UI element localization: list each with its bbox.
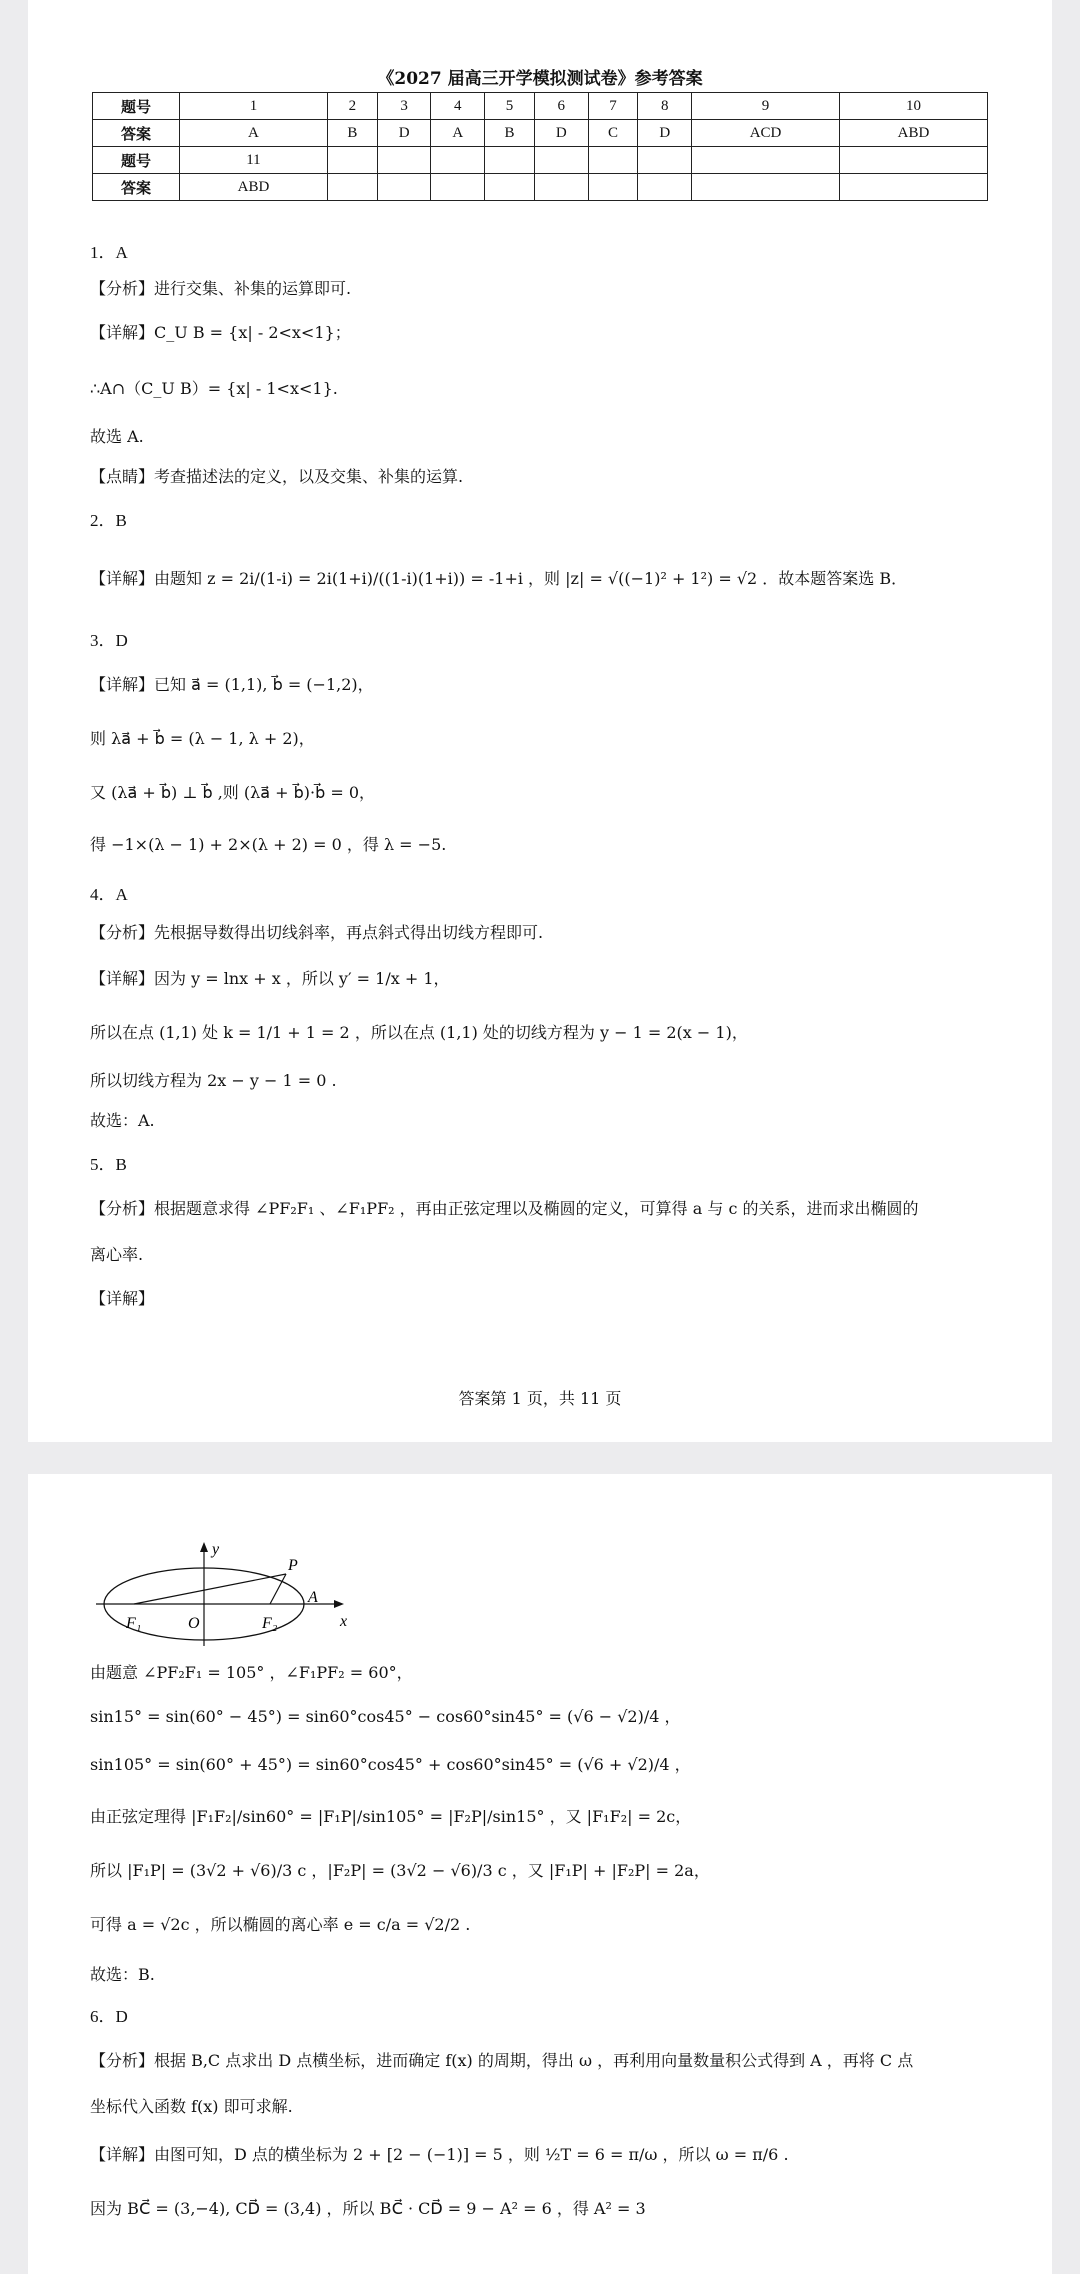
answer-table [92,92,988,201]
table-row [93,93,988,120]
q1-detail-2: ∴A∩（C_U B）= {x| - 1<x<1}. [90,379,338,398]
question-1-heading: 1．A [90,243,128,262]
table-cell: 5 [485,93,535,120]
table-cell: 8 [638,93,692,120]
q3-detail-3: 又 (λa⃗ + b⃗) ⊥ b⃗ ,则 (λa⃗ + b⃗)·b⃗ = 0， [90,783,376,802]
q4-detail-1: 【详解】因为 y = lnx + x ，所以 y′ = 1/x + 1， [90,969,450,988]
table-cell: B [327,120,377,147]
table-cell: 10 [840,93,988,120]
table-cell [638,174,692,201]
table-cell: 2 [327,93,377,120]
table-cell: 9 [692,93,840,120]
q5-step-3: sin105° = sin(60° + 45°) = sin60°cos45° + cos60°sin45° = (√6 + √2)/4 ， [90,1755,691,1774]
point-p-label: P [288,1557,298,1574]
q4-detail-2: 所以在点 (1,1) 处 k = 1/1 + 1 = 2 ，所以在点 (1,1) 处的切线方程为 y − 1 = 2(x − 1)， [90,1023,748,1042]
y-axis-label: y [212,1541,220,1558]
q1-analysis: 【分析】进行交集、补集的运算即可. [90,279,352,298]
q6-analysis-1: 【分析】根据 B,C 点求出 D 点横坐标，进而确定 f(x) 的周期，得出 ω ，再利用向量数量积公式得到 A ，再将 C 点 [90,2051,914,2070]
x-axis-label: x [340,1613,348,1630]
q5-analysis-2: 离心率. [90,1245,144,1264]
table-cell: 6 [534,93,588,120]
table-cell [840,147,988,174]
table-cell [377,174,431,201]
table-cell [327,174,377,201]
answer-page-2 [28,1474,1052,2274]
table-row [93,120,988,147]
question-3-heading: 3．D [90,631,128,650]
table-cell: 3 [377,93,431,120]
table-cell: ACD [692,120,840,147]
row-header: 题号 [93,93,180,120]
table-cell [431,147,485,174]
question-2-heading: 2．B [90,511,127,530]
q5-analysis-1: 【分析】根据题意求得 ∠PF₂F₁ 、∠F₁PF₂ ，再由正弦定理以及椭圆的定义，可算得 a 与 c 的关系，进而求出椭圆的 [90,1199,919,1218]
q5-step-1: 由题意 ∠PF₂F₁ = 105° ，∠F₁PF₂ = 60°， [90,1663,413,1682]
q4-analysis: 【分析】先根据导数得出切线斜率，再点斜式得出切线方程即可. [90,923,544,942]
table-row [93,174,988,201]
table-cell [638,147,692,174]
point-a-label: A [308,1589,318,1606]
table-cell: 7 [588,93,638,120]
q4-detail-3: 所以切线方程为 2x − y − 1 = 0 . [90,1071,337,1090]
q4-conclusion: 故选：A. [90,1111,155,1130]
q6-analysis-2: 坐标代入函数 f(x) 即可求解. [90,2097,293,2116]
question-4-heading: 4．A [90,885,128,904]
table-cell [485,147,535,174]
q1-conclusion: 故选 A. [90,427,144,446]
table-cell: D [377,120,431,147]
q5-step-5: 所以 |F₁P| = (3√2 + √6)/3 c ，|F₂P| = (3√2 − √6)/3 c ，又 |F₁P| + |F₂P| = 2a， [90,1861,710,1880]
q5-step-2: sin15° = sin(60° − 45°) = sin60°cos45° − cos60°sin45° = (√6 − √2)/4 ， [90,1707,681,1726]
row-header: 答案 [93,120,180,147]
table-cell: 11 [180,147,328,174]
q5-step-6: 可得 a = √2c ，所以椭圆的离心率 e = c/a = √2/2 . [90,1915,471,1934]
table-cell: ABD [180,174,328,201]
ellipse-figure [94,1534,354,1658]
q2-detail: 【详解】由题知 z = 2i/(1-i) = 2i(1+i)/((1-i)(1+i)) = -1+i ，则 |z| = √((−1)² + 1²) = √2 ．故本题答案选 B． [90,569,908,588]
table-cell: C [588,120,638,147]
page-footer: 答案第 1 页，共 11 页 [458,1389,622,1408]
table-cell: 4 [431,93,485,120]
table-cell [692,174,840,201]
q3-detail-2: 则 λa⃗ + b⃗ = (λ − 1, λ + 2)， [90,729,315,748]
row-header: 题号 [93,147,180,174]
table-cell: B [485,120,535,147]
question-6-heading: 6．D [90,2007,128,2026]
q6-detail-2: 因为 BC⃗ = (3,−4), CD⃗ = (3,4) ，所以 BC⃗ · CD⃗ = 9 − A² = 6 ，得 A² = 3 [90,2199,646,2218]
table-cell: ABD [840,120,988,147]
origin-label: O [188,1615,200,1632]
table-cell [588,147,638,174]
table-cell: D [638,120,692,147]
table-cell [485,174,535,201]
question-5-heading: 5．B [90,1155,127,1174]
document-title: 《2027 届高三开学模拟测试卷》参考答案 [377,69,703,89]
table-cell [840,174,988,201]
q3-detail-1: 【详解】已知 a⃗ = (1,1), b⃗ = (−1,2)， [90,675,374,694]
table-cell: D [534,120,588,147]
table-cell [431,174,485,201]
table-cell [327,147,377,174]
q1-detail-1: 【详解】C_U B = {x| - 2<x<1}； [90,323,351,342]
table-cell: A [431,120,485,147]
q3-detail-4: 得 −1×(λ − 1) + 2×(λ + 2) = 0 ，得 λ = −5. [90,835,447,854]
table-cell [534,174,588,201]
table-cell [588,174,638,201]
row-header: 答案 [93,174,180,201]
table-cell: A [180,120,328,147]
table-cell [692,147,840,174]
q5-detail-label: 【详解】 [90,1289,155,1308]
table-cell [377,147,431,174]
focus-f2-label: F₂ [262,1615,278,1632]
q5-step-4: 由正弦定理得 |F₁F₂|/sin60° = |F₁P|/sin105° = |F₂P|/sin15° ，又 |F₁F₂| = 2c， [90,1807,692,1826]
q6-detail-1: 【详解】由图可知，D 点的横坐标为 2 + [2 − (−1)] = 5 ，则 ½T = 6 = π/ω ，所以 ω = π/6 . [90,2145,789,2164]
focus-f1-label: F₁ [126,1615,142,1632]
answer-page-1 [28,0,1052,1442]
q5-conclusion: 故选：B. [90,1965,155,1984]
table-cell [534,147,588,174]
table-row [93,147,988,174]
q1-remark: 【点睛】考查描述法的定义，以及交集、补集的运算. [90,467,464,486]
table-cell: 1 [180,93,328,120]
